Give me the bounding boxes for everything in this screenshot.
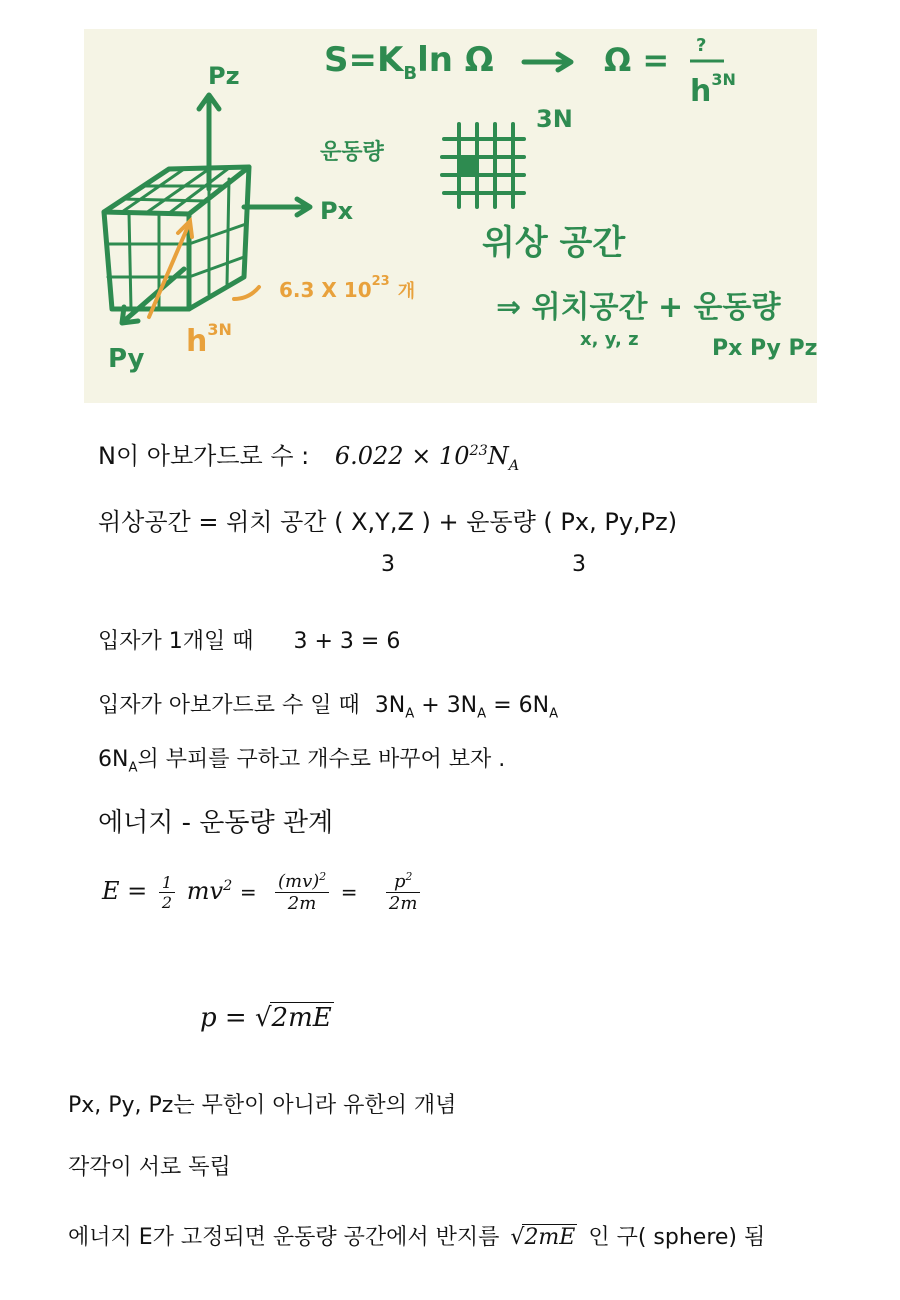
omega-formula: Ω = [604, 41, 670, 79]
momentum-coords: Px Py Pz [712, 336, 817, 361]
energy-equation: E = $\frac{1}{2}$ $mv^2$ = $\frac{(mv)^2}{2m}$ = $\frac{p^2}{2m}$ [102, 870, 424, 914]
finite-line: Px, Py, Pz는 무한이 아니라 유한의 개념 [68, 1093, 457, 1118]
omega-denominator: $h^{3N}$ [690, 70, 736, 109]
omega-numerator: ? [696, 35, 707, 56]
phase-space-label: 위상 공간 [482, 223, 626, 263]
axis-py-label: Py [108, 344, 145, 374]
axis-px-label: Px [320, 197, 354, 225]
momentum-sqrt-line: p = √2mE [200, 1003, 332, 1033]
grid-label: 3N [536, 105, 573, 133]
avogadro-particles-line: 입자가 아보가드로 수 일 때 $3N_A + 3N_A = 6N_A$ [98, 693, 559, 722]
independent-line: 각각이 서로 독립 [68, 1155, 231, 1180]
implies-label: ⇒ 위치공간 + 운동량 [496, 290, 781, 325]
energy-heading: 에너지 - 운동량 관계 [98, 808, 334, 838]
one-particle-line: 입자가 1개일 때 3 + 3 = 6 [98, 629, 401, 654]
volume-line: $6N_A$의 부피를 구하고 개수로 바꾸어 보자 . [98, 747, 506, 776]
phase-space-line: 위상공간 = 위치 공간 ( X,Y,Z ) + 운동량 ( Px, Py,Pz) [98, 508, 678, 536]
dim-momentum: 3 [572, 552, 586, 577]
position-coords: x, y, z [580, 329, 639, 350]
count-label: 6.3 X $10^{23}$ 개 [279, 274, 416, 302]
avogadro-line: N이 아보가드로 수 : $6.022 \times 10^{23}N_A$ [98, 442, 520, 474]
sphere-line: 에너지 E가 고정되면 운동량 공간에서 반지름 √2mE 인 구( sphere) 됨 [68, 1225, 766, 1250]
cell-label: $h^{3N}$ [186, 320, 232, 359]
hand-sketch [84, 29, 817, 403]
entropy-formula: $S=K_B\ln$ Ω [324, 40, 494, 84]
dim-position: 3 [381, 552, 395, 577]
axis-pz-label: Pz [208, 62, 240, 90]
momentum-label: 운동량 [320, 140, 384, 165]
